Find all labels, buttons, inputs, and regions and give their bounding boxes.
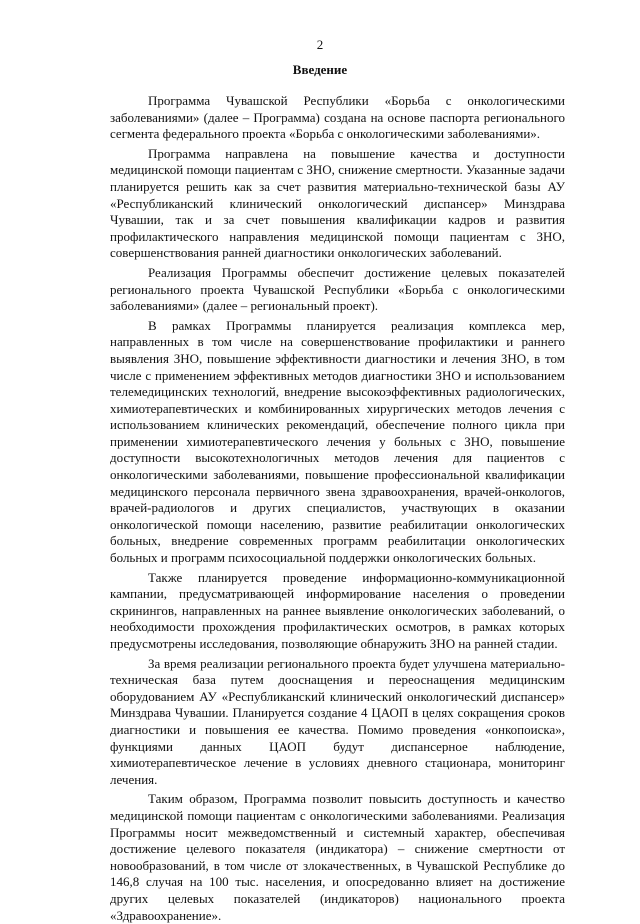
paragraph-regional-project: Реализация Программы обеспечит достижение целевых показателей регионального проекта Чувашской Республики «Борьба с онкологическими заболеваниями» (далее – региональный проект). (110, 264, 565, 314)
paragraph-measures: В рамках Программы планируется реализация комплекса мер, направленных в том числе на совершенствование профилактики и раннего выявления ЗНО, повышение эффективности диагностики и лечения ЗНО, в том числе с применением эффективных методов диагностики ЗНО и использованием телемедицинских технологий, внедрение высокоэффективных радиологических, химиотерапевтических и комбинированных хирургических методов лечения с использованием клинических рекомендаций, обеспечение полного цикла при применении химиотерапевтического лечения у больных с ЗНО, повышение доступности высокотехнологичных методов лечения для пациентов с онкологическими заболеваниями, повышение профессиональной квалификации медицинского персонала первичного звена здравоохранения, врачей-онкологов, врачей-радиологов и других специалистов, участвующих в оказании онкологической помощи населению, развитие реабилитации онкологических больных, внедрение современных программ реабилитации онкологических больных и программ психосоциальной поддержки онкологических больных. (110, 317, 565, 566)
paragraph-program-intro: Программа Чувашской Республики «Борьба с онкологическими заболеваниями» (далее – Программа) создана на основе паспорта регионального сегмента федерального проекта «Борьба с онкологическими заболеваниями». (110, 93, 565, 142)
document-body (110, 93, 565, 924)
paragraph-information-campaign: Также планируется проведение информационно-коммуникационной кампании, предусматривающей информирование населения о проведении скринингов, направленных на раннее выявление онкологических заболеваний, о необходимости прохождения профилактических осмотров, в рамках которых предусмотрены исследования, позволяющие обнаружить ЗНО на ранней стадии. (110, 569, 565, 651)
page-number: 2 (316, 37, 324, 52)
paragraph-material-base: За время реализации регионального проекта будет улучшена материально-техническая база путем дооснащения и переоснащения медицинским оборудованием АУ «Республиканский клинический онкологический диспансер» Минздрава Чувашии. Планируется создание 4 ЦАОП в целях сокращения сроков диагностики и повышения ее качества. Помимо проведения «онкопоиска», функциями данных ЦАОП будут диспансерное наблюдение, химиотерапевтическое лечение в условиях дневного стационара, мониторинг лечения. (110, 655, 565, 787)
paragraph-conclusion: Таким образом, Программа позволит повысить доступность и качество медицинской помощи пациентам с онкологическими заболеваниями. Реализация Программы носит межведомственный и системный характер, обеспечивая достижение целевого показателя (индикатора) – снижение смертности от новообразований, в том числе от злокачественных, в Чувашской Республике до 146,8 случая на 100 тыс. населения, и опосредованно влияет на достижение других целевых показателей (индикаторов) национального проекта «Здравоохранение». (110, 791, 565, 923)
section-title: Введение (292, 62, 348, 77)
paragraph-program-goals: Программа направлена на повышение качества и доступности медицинской помощи пациентам с ЗНО, снижение смертности. Указанные задачи планируется решить как за счет развития материально-технической базы АУ «Республиканский клинический онкологический диспансер» Минздрава Чувашии, так и за счет повышения квалификации кадров и развития профилактического направления медицинской помощи пациентам с ЗНО, совершенствования ранней диагностики онкологических заболеваний. (110, 145, 565, 261)
